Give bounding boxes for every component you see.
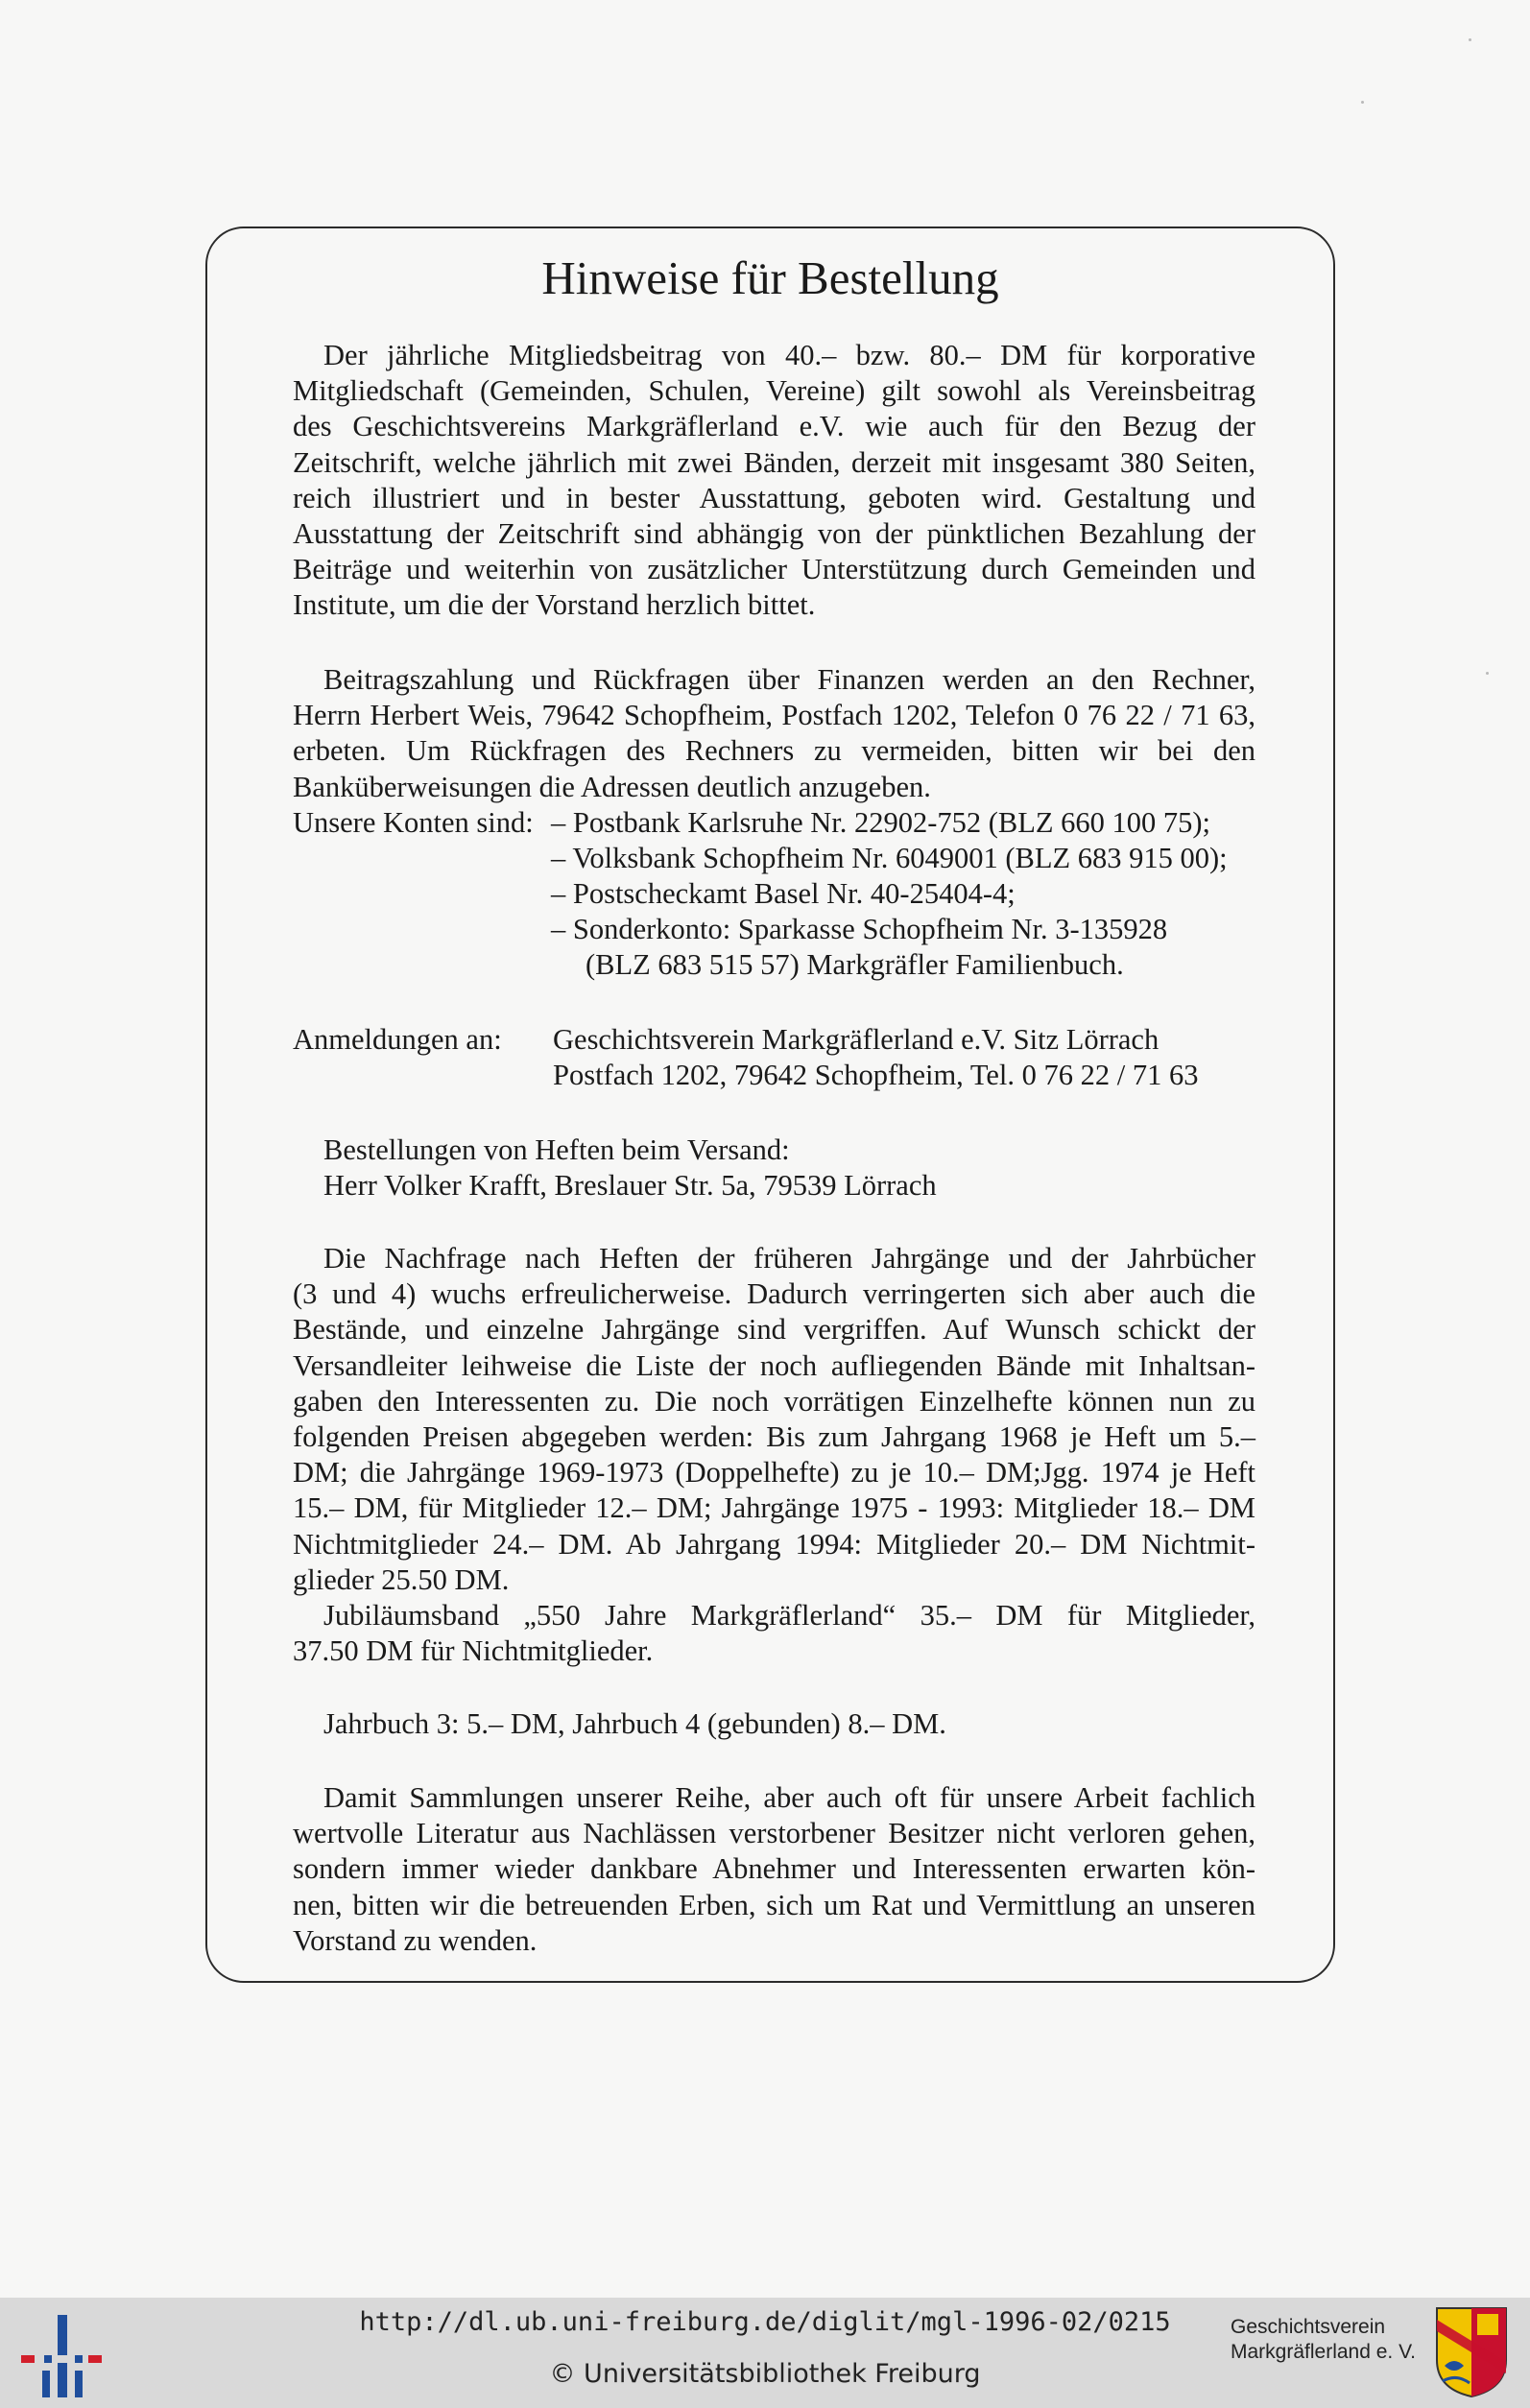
text-line: Nichtmitglieder 24.– DM. Ab Jahrgang 1994: Mitglieder 20.– DM Nichtmit- (293, 1527, 1255, 1561)
page-title: Hinweise für Bestellung (541, 251, 999, 304)
registration-line: Geschichtsverein Markgräflerland e.V. Sitz Lörrach (553, 1023, 1159, 1056)
text-line: Damit Sammlungen unserer Reihe, aber auch oft für unsere Arbeit fachlich (323, 1781, 1255, 1814)
account-line: – Postbank Karlsruhe Nr. 22902-752 (BLZ 660 100 75); (551, 806, 1211, 839)
text-line: folgenden Preisen abgegeben werden: Bis zum Jahrgang 1968 je Heft um 5.– (293, 1420, 1255, 1454)
back-issues-paragraph (293, 1241, 1255, 1598)
text-line: Der jährliche Mitgliedsbeitrag von 40.– bzw. 80.– DM für korporative (323, 339, 1255, 371)
account-line: – Sonderkonto: Sparkasse Schopfheim Nr. 3-135928 (551, 913, 1168, 945)
membership-paragraph (293, 338, 1255, 624)
text-line: (3 und 4) wuchs erfreulicherweise. Dadurch verringerten sich aber auch die (293, 1277, 1255, 1311)
text-line: Herrn Herbert Weis, 79642 Schopfheim, Postfach 1202, Telefon 0 76 22 / 71 63, (293, 699, 1255, 732)
account-line: – Volksbank Schopfheim Nr. 6049001 (BLZ 683 915 00); (551, 842, 1228, 874)
copyright-notice: © Universitätsbibliothek Freiburg (549, 2359, 981, 2389)
account-line: (BLZ 683 515 57) Markgräfler Familienbuch. (586, 948, 1124, 981)
text-line: Die Nachfrage nach Heften der früheren Jahrgänge und der Jahrbücher (323, 1242, 1255, 1275)
text-line: DM; die Jahrgänge 1969-1973 (Doppelhefte) zu je 10.– DM;Jgg. 1974 je Heft (293, 1456, 1255, 1490)
text-line: Vorstand zu wenden. (293, 1923, 538, 1957)
yearbook-prices: Jahrbuch 3: 5.– DM, Jahrbuch 4 (gebunden) 8.– DM. (323, 1707, 946, 1740)
anniversary-volume-paragraph (293, 1598, 1255, 1669)
orders-line: Bestellungen von Heften beim Versand: (323, 1133, 790, 1166)
scan-speck (1469, 38, 1471, 41)
estate-donation-paragraph (293, 1780, 1255, 1959)
text-line: sondern immer wieder dankbare Abnehmer und Interessenten erwarten kön- (293, 1852, 1255, 1886)
accounts-label: Unsere Konten sind: (293, 806, 534, 839)
source-url-link[interactable]: http://dl.ub.uni-freiburg.de/diglit/mgl-1996-02/0215 (359, 2307, 1171, 2337)
org-name-line: Markgräflerland e. V. (1231, 2341, 1416, 2363)
text-line: Zeitschrift, welche jährlich mit zwei Bänden, derzeit mit insgesamt 380 Seiten, (293, 445, 1255, 479)
text-line: reich illustriert und in bester Ausstattung, geboten wird. Gestaltung und (293, 481, 1255, 514)
registration-line: Postfach 1202, 79642 Schopfheim, Tel. 0 76 22 / 71 63 (553, 1059, 1199, 1091)
text-line: des Geschichtsvereins Markgräflerland e.V. wie auch für den Bezug der (293, 410, 1255, 443)
text-line: Ausstattung der Zeitschrift sind abhängig von der pünktlichen Bezahlung der (293, 517, 1255, 551)
orders-line: Herr Volker Krafft, Breslauer Str. 5a, 79539 Lörrach (323, 1169, 937, 1202)
text-line: 15.– DM, für Mitglieder 12.– DM; Jahrgänge 1975 - 1993: Mitglieder 18.– DM (293, 1491, 1255, 1525)
text-line: Institute, um die der Vorstand herzlich bittet. (293, 588, 816, 622)
text-line: gaben den Interessenten zu. Die noch vorrätigen Einzelhefte können nun zu (293, 1384, 1255, 1418)
account-line: – Postscheckamt Basel Nr. 40-25404-4; (551, 877, 1016, 910)
text-line: Versandleiter leihweise die Liste der noch aufliegenden Bände mit Inhaltsan- (293, 1348, 1255, 1382)
registration-label: Anmeldungen an: (293, 1023, 502, 1056)
text-line: Mitgliedschaft (Gemeinden, Schulen, Vereine) gilt sowohl als Vereinsbeitrag (293, 374, 1255, 408)
text-line: glieder 25.50 DM. (293, 1562, 510, 1596)
org-name (1231, 2315, 1432, 2365)
coat-of-arms-icon (1435, 2306, 1508, 2398)
text-line: 37.50 DM für Nichtmitglieder. (293, 1634, 654, 1668)
text-line: nen, bitten wir die betreuenden Erben, sich um Rat und Vermittlung an unseren (293, 1888, 1255, 1921)
payment-paragraph (293, 662, 1255, 805)
text-line: Beitragszahlung und Rückfragen über Finanzen werden an den Rechner, (323, 663, 1255, 696)
text-line: erbeten. Um Rückfragen des Rechners zu vermeiden, bitten wir bei den (293, 734, 1255, 768)
text-line: Bestände, und einzelne Jahrgänge sind vergriffen. Auf Wunsch schickt der (293, 1313, 1255, 1347)
org-name-line: Geschichtsverein (1231, 2316, 1386, 2338)
scan-speck (1486, 672, 1489, 675)
text-line: Jubiläumsband „550 Jahre Markgräflerland“ 35.– DM für Mitglieder, (323, 1599, 1255, 1632)
text-line: wertvolle Literatur aus Nachlässen verstorbener Besitzer nicht verloren gehen, (293, 1817, 1255, 1850)
scan-speck (1361, 101, 1364, 104)
text-line: Banküberweisungen die Adressen deutlich anzugeben. (293, 770, 931, 803)
text-line: Beiträge und weiterhin von zusätzlicher Unterstützung durch Gemeinden und (293, 553, 1255, 586)
